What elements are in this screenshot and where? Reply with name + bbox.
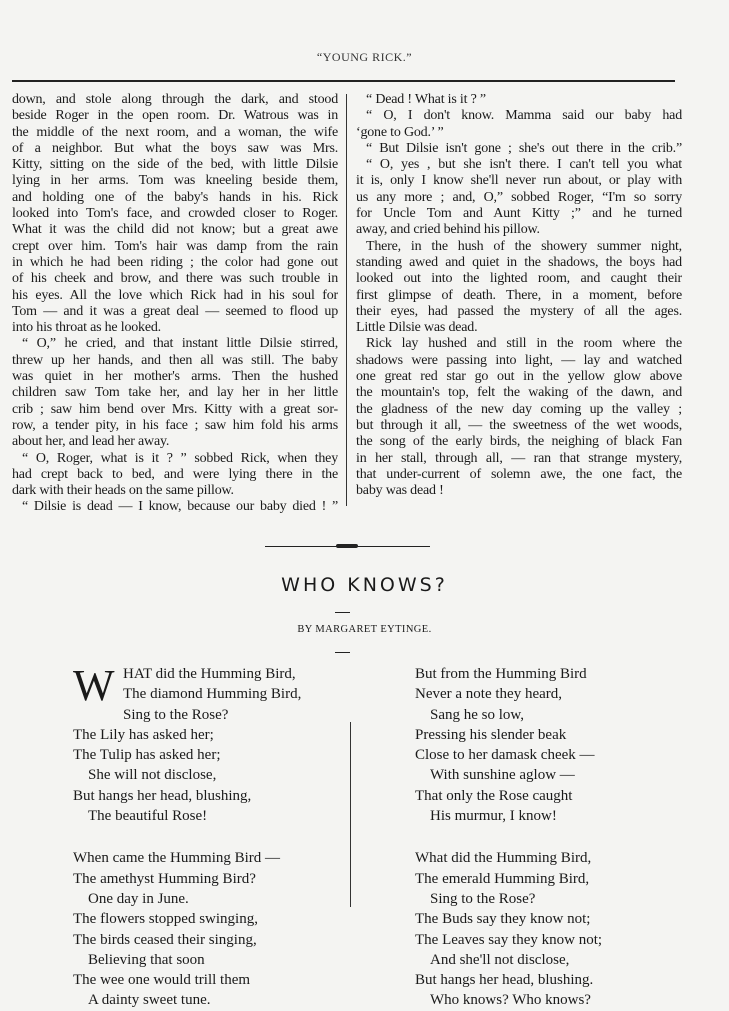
poem-line: His murmur, I know! <box>430 808 557 825</box>
poem-line: Believing that soon <box>88 951 205 968</box>
text-line: and holding one of the baby's hands in his. Rick <box>12 189 338 205</box>
text-line: into his throat as he looked. <box>12 320 161 336</box>
poem-byline: BY MARGARET EYTINGE. <box>297 624 432 635</box>
story-column-right <box>356 92 682 499</box>
poem-line: That only the Rose caught <box>415 787 573 804</box>
poem-line: Sing to the Rose? <box>123 706 229 723</box>
text-line: in her stall, through all, — ran that strange mystery, <box>356 450 682 466</box>
text-line: There, in the hush of the showery summer night, <box>366 238 682 254</box>
poem-line: Never a note they heard, <box>415 686 563 703</box>
poem-line: She will not disclose, <box>88 767 217 784</box>
text-line: Rick lay hushed and still in the room where the <box>366 336 682 352</box>
text-line: crept over him. Tom's hair was damp from the rain <box>12 238 338 254</box>
poem-line: Sang he so low, <box>430 706 525 723</box>
text-line: ‘gone to God.’ ” <box>356 124 444 140</box>
text-line: looked out into the lighted room, and caught their <box>356 271 682 287</box>
stanza-gap <box>415 826 602 848</box>
text-line: his eyes. All the love which Rick had in his soul for <box>12 287 338 303</box>
drop-cap: W <box>73 666 115 706</box>
poem-line: HAT did the Humming Bird, <box>123 666 296 682</box>
poem-line: The amethyst Humming Bird? <box>73 870 256 887</box>
text-line: of his cheek and brow, and there was such trouble in <box>12 271 338 287</box>
text-line: “ Dilsie is dead — I know, because our baby died ! ” <box>22 499 338 515</box>
text-line: the mountain's top, felt the waking of the dawn, and <box>356 385 682 401</box>
text-line: children saw Tom take her, and lay her in her little <box>12 385 338 401</box>
poem-line: Close to her damask cheek — <box>415 747 595 764</box>
poem-line: The birds ceased their singing, <box>73 931 257 948</box>
text-line: Tom — and it was a great deal — seemed to flood up <box>12 303 338 319</box>
story-column-left <box>12 92 338 516</box>
poem-line: One day in June. <box>88 890 189 907</box>
text-line: shadows were passing into light, — lay and watched <box>356 352 682 368</box>
text-line: standing awed and quiet in the shadows, the boys had <box>356 254 682 270</box>
text-line: Kitty, sitting on the side of the bed, with little Dilsie <box>12 157 338 173</box>
column-divider <box>346 94 347 506</box>
poem-line: The beautiful Rose! <box>88 808 208 825</box>
text-line: threw up her hands, and then all was still. The baby <box>12 352 338 368</box>
text-line: one great red star go out in the yellow glow above <box>356 369 682 385</box>
text-line: Little Dilsie was dead. <box>356 320 478 336</box>
poem-line: With sunshine aglow — <box>430 767 575 784</box>
text-line: “ O, yes , but she isn't there. I can't tell you what <box>366 157 682 173</box>
poem-column-left <box>73 664 301 1011</box>
text-line: down, and stole along through the dark, and stood <box>12 92 338 107</box>
poem-line: Who knows? Who knows? <box>430 992 591 1009</box>
poem-line: The wee one would trill them <box>73 972 251 989</box>
text-line: “ O,” he cried, and that instant little Dilsie stirred, <box>22 336 338 352</box>
text-line: in which he had been riding ; the color had gone out <box>12 254 338 270</box>
text-line: it is, only I know she'll never run about, or play with <box>356 173 682 189</box>
poem-column-divider <box>350 722 351 907</box>
poem-line: A dainty sweet tune. <box>88 992 211 1009</box>
text-line: had crept back to bed, and were lying there in the <box>12 466 338 482</box>
text-line: their eyes, had passed the mystery of all the ages. <box>356 303 682 319</box>
text-line: “ But Dilsie isn't gone ; she's out there in the crib.” <box>366 140 682 156</box>
poem-line: Sing to the Rose? <box>430 890 536 907</box>
poem-line: The Lily has asked her; <box>73 726 214 743</box>
text-line: of a neighbor. But what the boys saw was Mrs. <box>12 140 338 156</box>
text-line: baby was dead ! <box>356 483 444 499</box>
text-line: for Uncle Tom and Aunt Kitty ;” and he turned <box>356 206 682 222</box>
poem-line: What did the Humming Bird, <box>415 850 592 867</box>
poem-line: The flowers stopped swinging, <box>73 911 258 928</box>
text-line: row, a tender pity, in his face ; saw him fold his arms <box>12 417 338 433</box>
text-line: “ Dead ! What is it ? ” <box>366 92 486 107</box>
title-rule <box>335 612 350 613</box>
running-head: “YOUNG RICK.” <box>316 50 413 64</box>
poem-column-right <box>415 664 602 1011</box>
poem-line: The Leaves say they know not; <box>415 931 603 948</box>
poem-line: The Tulip has asked her; <box>73 747 221 764</box>
stanza-gap <box>73 826 301 848</box>
text-line: “ O, Roger, what is it ? ” sobbed Rick, when they <box>22 450 338 466</box>
text-line: “ O, I don't know. Mamma said our baby had <box>366 108 682 124</box>
text-line: lying in her arms. Tom was kneeling beside them, <box>12 173 338 189</box>
poem-line: But hangs her head, blushing. <box>415 972 594 989</box>
ornament-center <box>336 544 358 548</box>
text-line: away, and cried behind his pillow. <box>356 222 540 238</box>
header-rule <box>12 80 675 82</box>
text-line: first glimpse of death. There, in a moment, before <box>356 287 682 303</box>
text-line: beside Roger in the open room. Dr. Watrous was in <box>12 108 338 124</box>
text-line: that under-current of solemn awe, the one fact, the <box>356 466 682 482</box>
text-line: the song of the early birds, the neighing of black Fan <box>356 434 682 450</box>
poem-line: The Buds say they know not; <box>415 911 591 928</box>
text-line: the gladness of the new day coming up the valley ; <box>356 401 682 417</box>
text-line: but through it all, — the sweetness of the wet woods, <box>356 417 682 433</box>
text-line: was quiet in her mother's arms. Then the hushed <box>12 369 338 385</box>
poem-title: WHO KNOWS? <box>281 574 448 596</box>
byline-rule <box>335 652 350 653</box>
text-line: crib ; saw him bend over Mrs. Kitty with a great sor- <box>12 401 338 417</box>
poem-line: But from the Humming Bird <box>415 666 587 682</box>
poem-line: But hangs her head, blushing, <box>73 787 252 804</box>
poem-line: The diamond Humming Bird, <box>123 686 302 703</box>
text-line: us any more ; and, O,” sobbed Roger, “I'm so sorry <box>356 189 682 205</box>
poem-line: When came the Humming Bird — <box>73 850 281 867</box>
text-line: looked into Tom's face, and crowded closer to Roger. <box>12 206 338 222</box>
text-line: about her, and lead her away. <box>12 434 170 450</box>
text-line: the middle of the next room, and a woman, the wife <box>12 124 338 140</box>
poem-line: Pressing his slender beak <box>415 726 567 743</box>
text-line: dark with their heads on the same pillow. <box>12 483 234 499</box>
poem-line: And she'll not disclose, <box>430 951 570 968</box>
poem-line: The emerald Humming Bird, <box>415 870 590 887</box>
text-line: What it was the child did not know; but a great awe <box>12 222 338 238</box>
